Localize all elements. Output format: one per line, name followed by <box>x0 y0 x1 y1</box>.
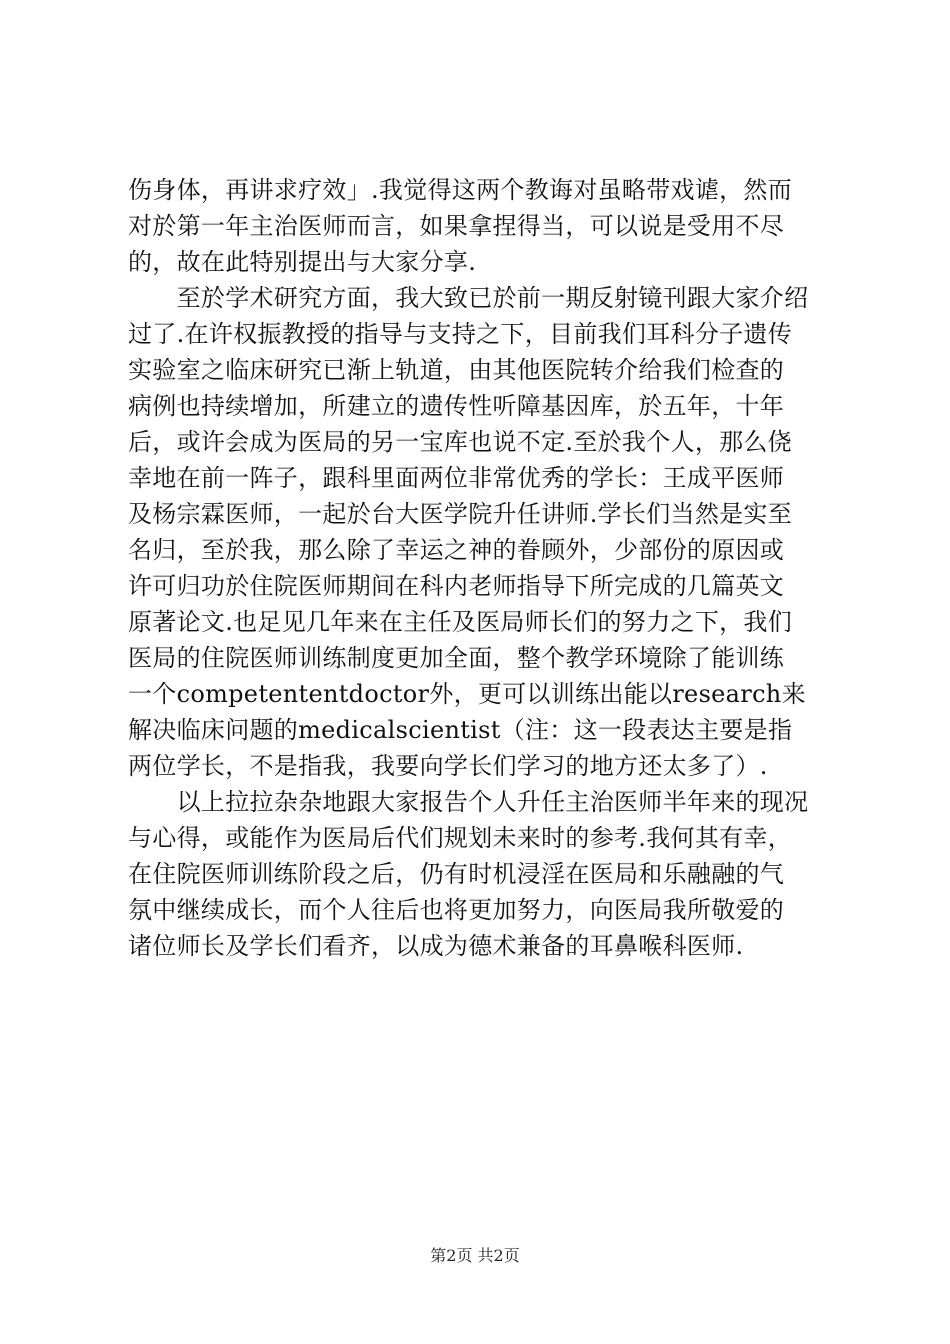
text-line: 至於学术研究方面，我大致已於前一期反射镜刊跟大家介绍 <box>128 284 809 312</box>
text-line: 后，或许会成为医局的另一宝库也说不定.至於我个人，那么侥 <box>128 428 793 456</box>
text-line: 在住院医师训练阶段之后，仍有时机浸淫在医局和乐融融的气 <box>128 860 785 888</box>
text-line: 两位学长，不是指我，我要向学长们学习的地方还太多了）. <box>128 752 768 780</box>
text-line: 及杨宗霖医师，一起於台大医学院升任讲师.学长们当然是实至 <box>128 500 793 528</box>
text-line: 诸位师长及学长们看齐，以成为德术兼备的耳鼻喉科医师. <box>128 932 744 960</box>
text-line: 的，故在此特别提出与大家分享. <box>128 248 477 276</box>
body-text <box>128 172 828 964</box>
text-line: 原著论文.也足见几年来在主任及医局师长们的努力之下，我们 <box>128 608 793 636</box>
text-line: 氛中继续成长，而个人往后也将更加努力，向医局我所敬爱的 <box>128 896 785 924</box>
text-line: 名归，至於我，那么除了幸运之神的眷顾外，少部份的原因或 <box>128 536 785 564</box>
text-line: 医局的住院医师训练制度更加全面，整个教学环境除了能训练 <box>128 644 785 672</box>
text-line: 对於第一年主治医师而言，如果拿捏得当，可以说是受用不尽 <box>128 212 785 240</box>
text-line: 与心得，或能作为医局后代们规划未来时的参考.我何其有幸， <box>128 824 793 852</box>
text-line: 实验室之临床研究已渐上轨道，由其他医院转介给我们检查的 <box>128 356 785 384</box>
text-line: 伤身体，再讲求疗效」.我觉得这两个教诲对虽略带戏谑，然而 <box>128 176 793 204</box>
text-line: 病例也持续增加，所建立的遗传性听障基因库，於五年，十年 <box>128 392 785 420</box>
text-line: 过了.在许权振教授的指导与支持之下，目前我们耳科分子遗传 <box>128 320 793 348</box>
page-number: 第2页 共2页 <box>430 1246 520 1265</box>
text-line: 解决临床问题的medicalscientist（注：这一段表达主要是指 <box>128 716 793 744</box>
text-line: 一个competententdoctor外，更可以训练出能以research来 <box>128 680 806 708</box>
text-line: 以上拉拉杂杂地跟大家报告个人升任主治医师半年来的现况 <box>128 788 809 816</box>
text-line: 许可归功於住院医师期间在科内老师指导下所完成的几篇英文 <box>128 572 785 600</box>
text-line: 幸地在前一阵子，跟科里面两位非常优秀的学长：王成平医师 <box>128 464 785 492</box>
